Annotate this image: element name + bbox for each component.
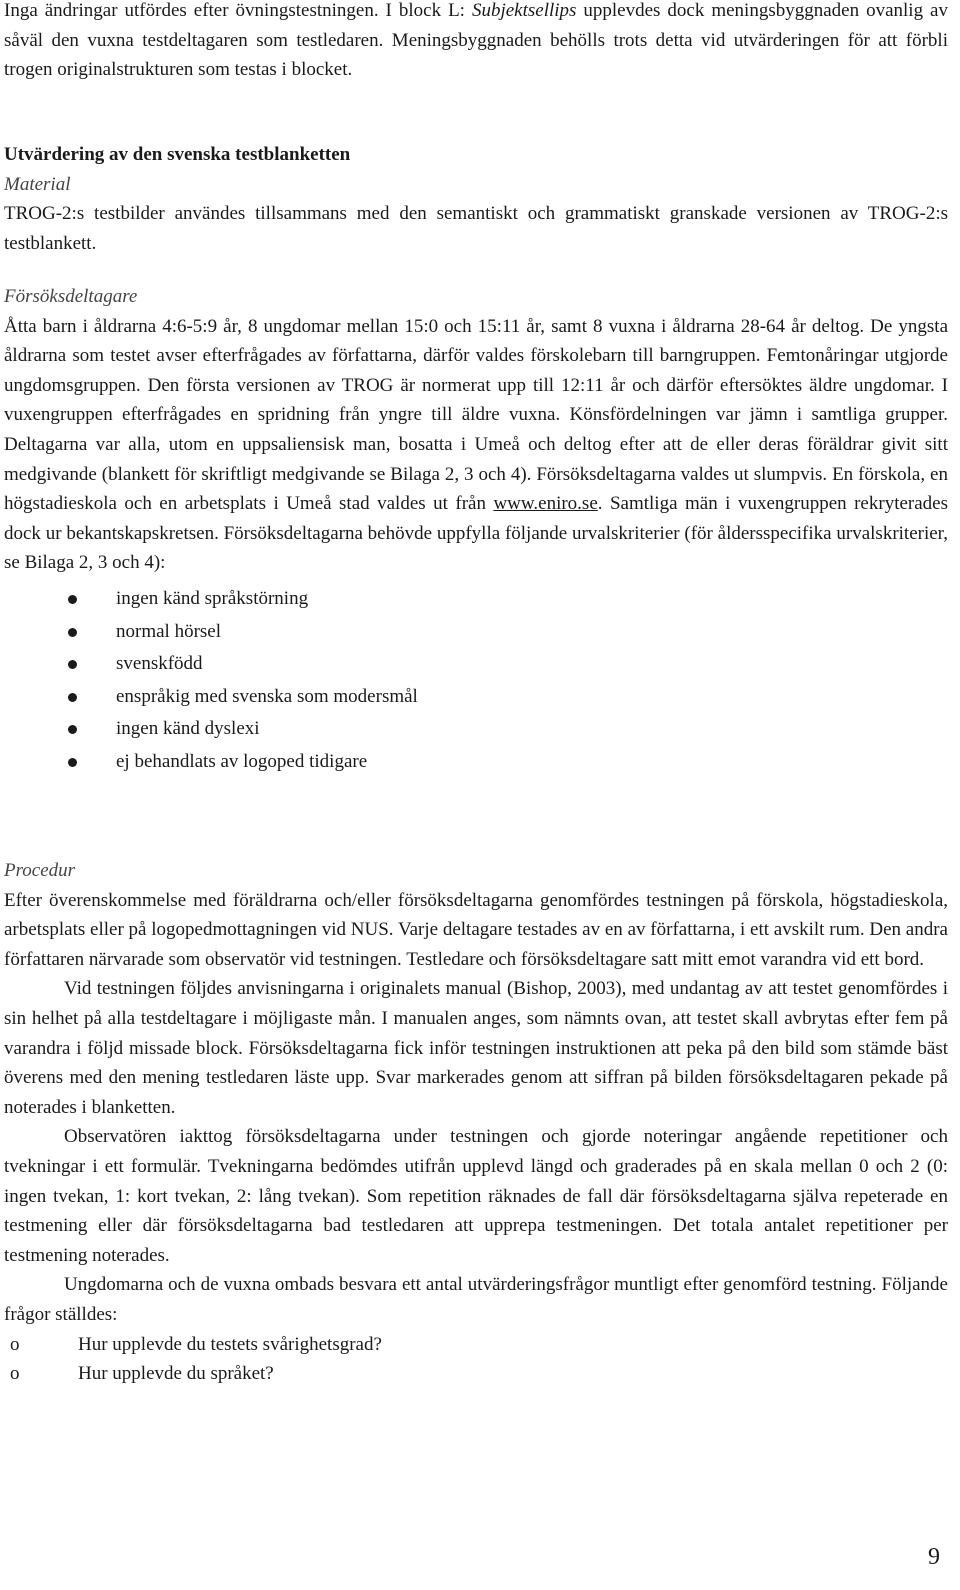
participants-paragraph (4, 312, 948, 578)
intro-text-b: upplevdes dock meningsbyggnaden ovanlig av såväl den vuxna testdeltagaren som testledaren. Meningsbyggnaden behölls trots detta vid utvärderingen för att förbli trogen originalstrukturen som testas i blocket. (4, 0, 948, 81)
bullet-icon (68, 725, 77, 734)
section-procedure (4, 856, 948, 1389)
criteria-item: ingen känd dyslexi (4, 714, 948, 744)
page-number: 9 (928, 1544, 940, 1570)
intro-text-a: Inga ändringar utfördes efter övningstestningen. I block L: (4, 0, 472, 21)
bullet-icon (68, 595, 77, 604)
criteria-item: normal hörsel (4, 617, 948, 647)
question-item: o Hur upplevde du språket? (4, 1359, 948, 1389)
section-evaluation (4, 140, 948, 258)
circle-bullet-icon: o (10, 1363, 20, 1385)
participants-text-a: Åtta barn i åldrarna 4:6-5:9 år, 8 ungdomar mellan 15:0 och 15:11 år, samt 8 vuxna i åldrarna 28-64 år deltog. De yngsta åldrarna som testet avser efterfrågades av författarna, därför valdes förskolebarn till barngruppen. Femtonåringar utgjorde ungdomsgruppen. Den första versionen av TROG är normerat upp till 12:11 år och därför eftersöktes äldre ungdomar. I vuxengruppen efterfrågades en spridning från yngre till äldre vuxna. Könsfördelningen var jämn i samtliga grupper. Deltagarna var alla, utom en uppsaliensisk man, bosatta i Umeå och deltog efter att de eller deras föräldrar givit sitt medgivande (blankett för skriftligt medgivande se Bilaga 2, 3 och 4). Försöksdeltagarna valdes ut slumpvis. En förskola, en högstadieskola och en arbetsplats i Umeå stad valdes ut från (4, 315, 948, 515)
material-text: TROG-2:s testbilder användes tillsammans med den semantiskt och grammatiskt granskade versionen av TROG-2:s testblankett. (4, 203, 948, 254)
procedure-heading: Procedur (4, 860, 76, 881)
bullet-icon (68, 693, 77, 702)
criteria-item: enspråkig med svenska som modersmål (4, 682, 948, 712)
criteria-list (4, 584, 948, 777)
procedure-paragraph-1: Efter överenskommelse med föräldrarna och/eller försöksdeltagarna genomfördes testningen på förskola, högstadieskola, arbetsplats eller på logopedmottagningen vid NUS. Varje deltagare testades av en av författarna, i ett avskilt rum. Den andra författaren närvarade som observatör vid testningen. Testledare och försöksdeltagare satt mitt emot varandra vid ett bord. (4, 889, 948, 970)
participants-text-b: . Samtliga män i vuxengruppen rekryterades dock ur bekantskapskretsen. Försöksdeltagarna behövde uppfylla följande urvalskriterier (för åldersspecifika urvalskriterier, se Bilaga 2, 3 och 4): (4, 493, 948, 574)
section-participants (4, 282, 948, 777)
circle-bullet-icon: o (10, 1333, 20, 1355)
criteria-item: svenskfödd (4, 649, 948, 679)
procedure-paragraph-3: Observatören iakttog försöksdeltagarna under testningen och gjorde noteringar angående repetitioner och tvekningar i ett formulär. Tvekningarna bedömdes utifrån upplevd längd och graderades på en skala mellan 0 och 2 (0: ingen tvekan, 1: kort tvekan, 2: lång tvekan). Som repetition räknades de fall där försöksdeltagarna själva repeterade en testmening eller där försöksdeltagarna bad testledaren att upprepa testmeningen. Det totala antalet repetitioner per testmening noterades. (4, 1126, 948, 1266)
eniro-link[interactable]: www.eniro.se (493, 493, 598, 515)
criteria-item: ej behandlats av logoped tidigare (4, 747, 948, 777)
questions-list (4, 1330, 948, 1389)
bullet-icon (68, 660, 77, 669)
intro-paragraph (4, 0, 948, 85)
block-name: Subjektsellips (471, 0, 577, 21)
procedure-paragraph-2: Vid testningen följdes anvisningarna i originalets manual (Bishop, 2003), med undantag av att testet genomfördes i sin helhet på alla testdeltagare i möjligaste mån. I manualen anges, som nämnts ovan, att testet skall avbrytas efter fem på varandra i följd missade block. Försöksdeltagarna fick inför testningen instruktionen att peka på den bild som stämde bäst överens med den mening testledaren läste upp. Svar markerades genom att siffran på bilden försöksdeltagaren pekade på noterades i blanketten. (4, 978, 948, 1118)
criteria-item: ingen känd språkstörning (4, 584, 948, 614)
procedure-paragraph-4: Ungdomarna och de vuxna ombads besvara ett antal utvärderingsfrågor muntligt efter genomförd testning. Följande frågor ställdes: (4, 1274, 948, 1325)
bullet-icon (68, 758, 77, 767)
participants-heading: Försöksdeltagare (4, 286, 138, 307)
question-item: o Hur upplevde du testets svårighetsgrad? (4, 1330, 948, 1360)
section-title: Utvärdering av den svenska testblanketten (4, 144, 351, 165)
bullet-icon (68, 628, 77, 637)
material-heading: Material (4, 173, 71, 195)
